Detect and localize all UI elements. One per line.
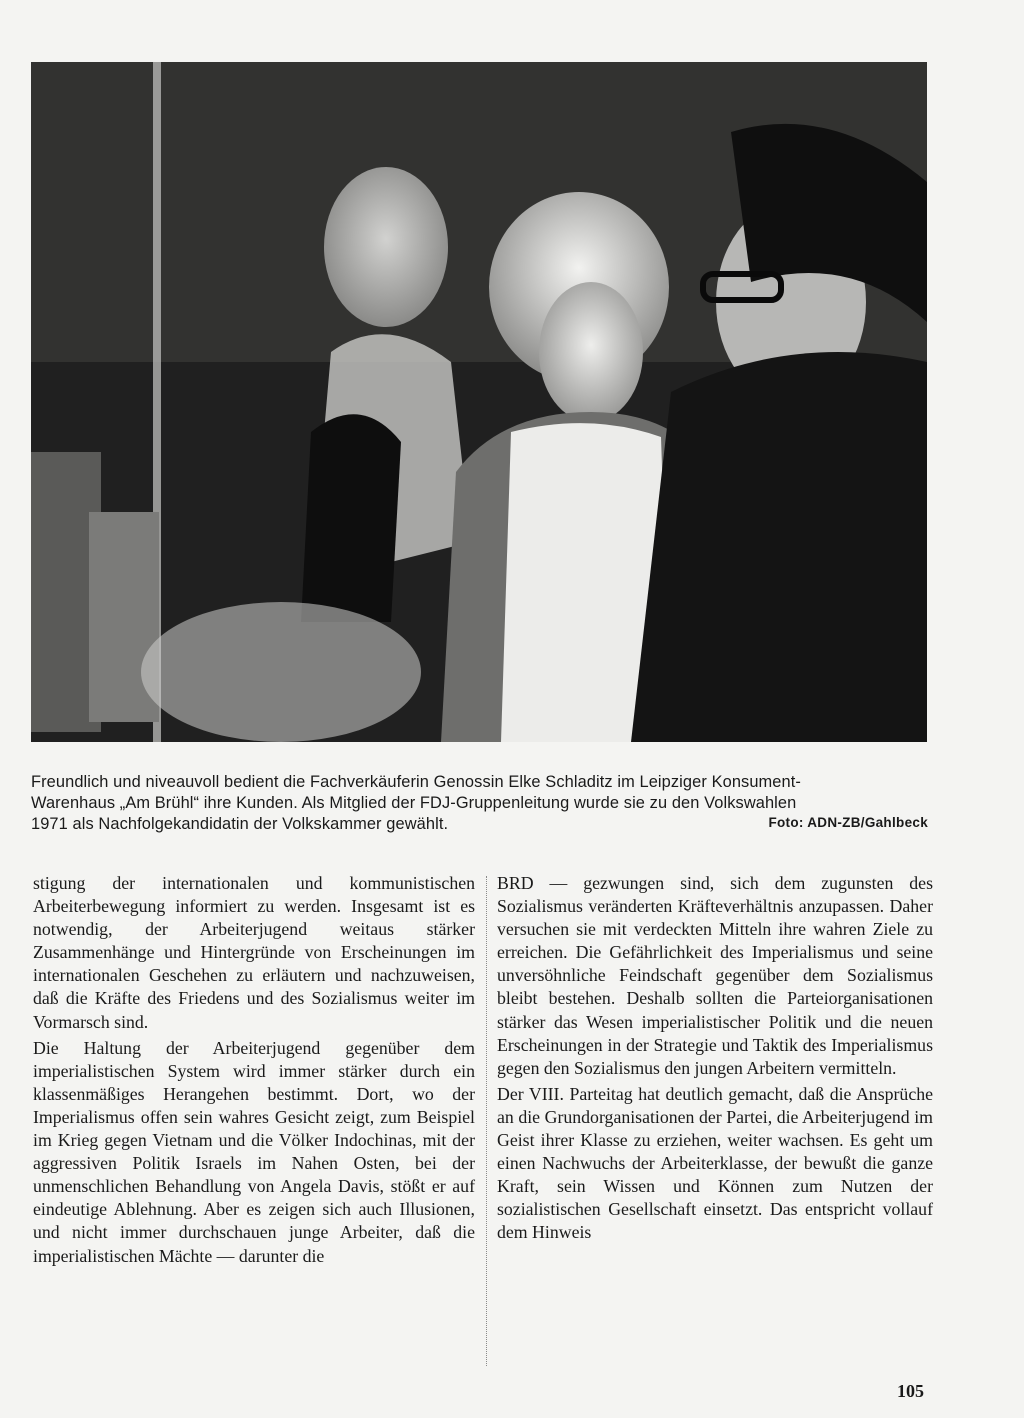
right-column [497, 872, 933, 1248]
paragraph: Die Haltung der Arbeiterjugend gegenüber dem imperialistischen System wird immer stärker durch ein klassenmäßiges Herangehen bestimmt. Dort, wo der Imperialismus offen sein wahres Gesicht zeigt, zum Beispiel im Krieg gegen Vietnam und die Völker Indochinas, mit der aggressiven Politik Israels im Nahen Osten, bei der unmenschlichen Behandlung von Angela Davis, stößt er auf eindeutige Ablehnung. Aber es zeigen sich auch Illusionen, und nicht immer durchschauen junge Arbeiter, daß die imperialistischen Mächte — darunter die [33, 1037, 475, 1266]
caption-line: Freundlich und niveauvoll bedient die Fachverkäuferin Genossin Elke Schladitz im Leipziger Konsument- [31, 773, 801, 791]
photograph [31, 62, 927, 742]
paragraph: BRD — gezwungen sind, sich dem zugunsten des Sozialismus veränderten Kräfteverhältnis anzupassen. Daher versuchen sie mit verdeckten Mitteln ihre wahren Ziele zu erreichen. Die Gefährlichkeit des Imperialismus und seine unversöhnliche Feindschaft gegenüber dem Sozialismus bleibt bestehen. Deshalb sollten die Parteiorganisationen stärker das Wesen imperialistischer Politik und die neuen Erscheinungen in der Strategie und Taktik des Imperialismus gegen den Sozialismus den jungen Arbeitern vermitteln. [497, 873, 933, 1078]
photograph-image [31, 62, 927, 742]
caption-line: Warenhaus „Am Brühl“ ihre Kunden. Als Mitglied der FDJ-Gruppenleitung wurde sie zu den Volkswahlen [31, 794, 797, 812]
paragraph: stigung der internationalen und kommunistischen Arbeiterbewegung informiert zu werden. Insgesamt ist es notwendig, der Arbeiterjugend weitaus stärker Zusammenhänge und Hintergründe von Erscheinungen im internationalen Geschehen zu erläutern und nachzuweisen, daß die Kräfte des Friedens und des Sozialismus weiter im Vormarsch sind. [33, 873, 475, 1032]
paragraph: Der VIII. Parteitag hat deutlich gemacht, daß die Ansprüche an die Grundorganisationen der Partei, die Arbeiterjugend im Geist ihrer Klasse zu erziehen, weiter wachsen. Es geht um einen Nachwuchs der Arbeiterklasse, der bewußt die ganze Kraft, sein Wissen und Können zum Nutzen der sozialistischen Gesellschaft einsetzt. Das entspricht vollauf dem Hinweis [497, 1083, 933, 1243]
photo-credit: Foto: ADN-ZB/Gahlbeck [768, 815, 928, 830]
page-number: 105 [897, 1381, 924, 1401]
left-column [33, 872, 475, 1271]
caption-line: 1971 als Nachfolgekandidatin der Volkskammer gewählt. [31, 815, 449, 833]
column-divider [486, 876, 487, 1366]
